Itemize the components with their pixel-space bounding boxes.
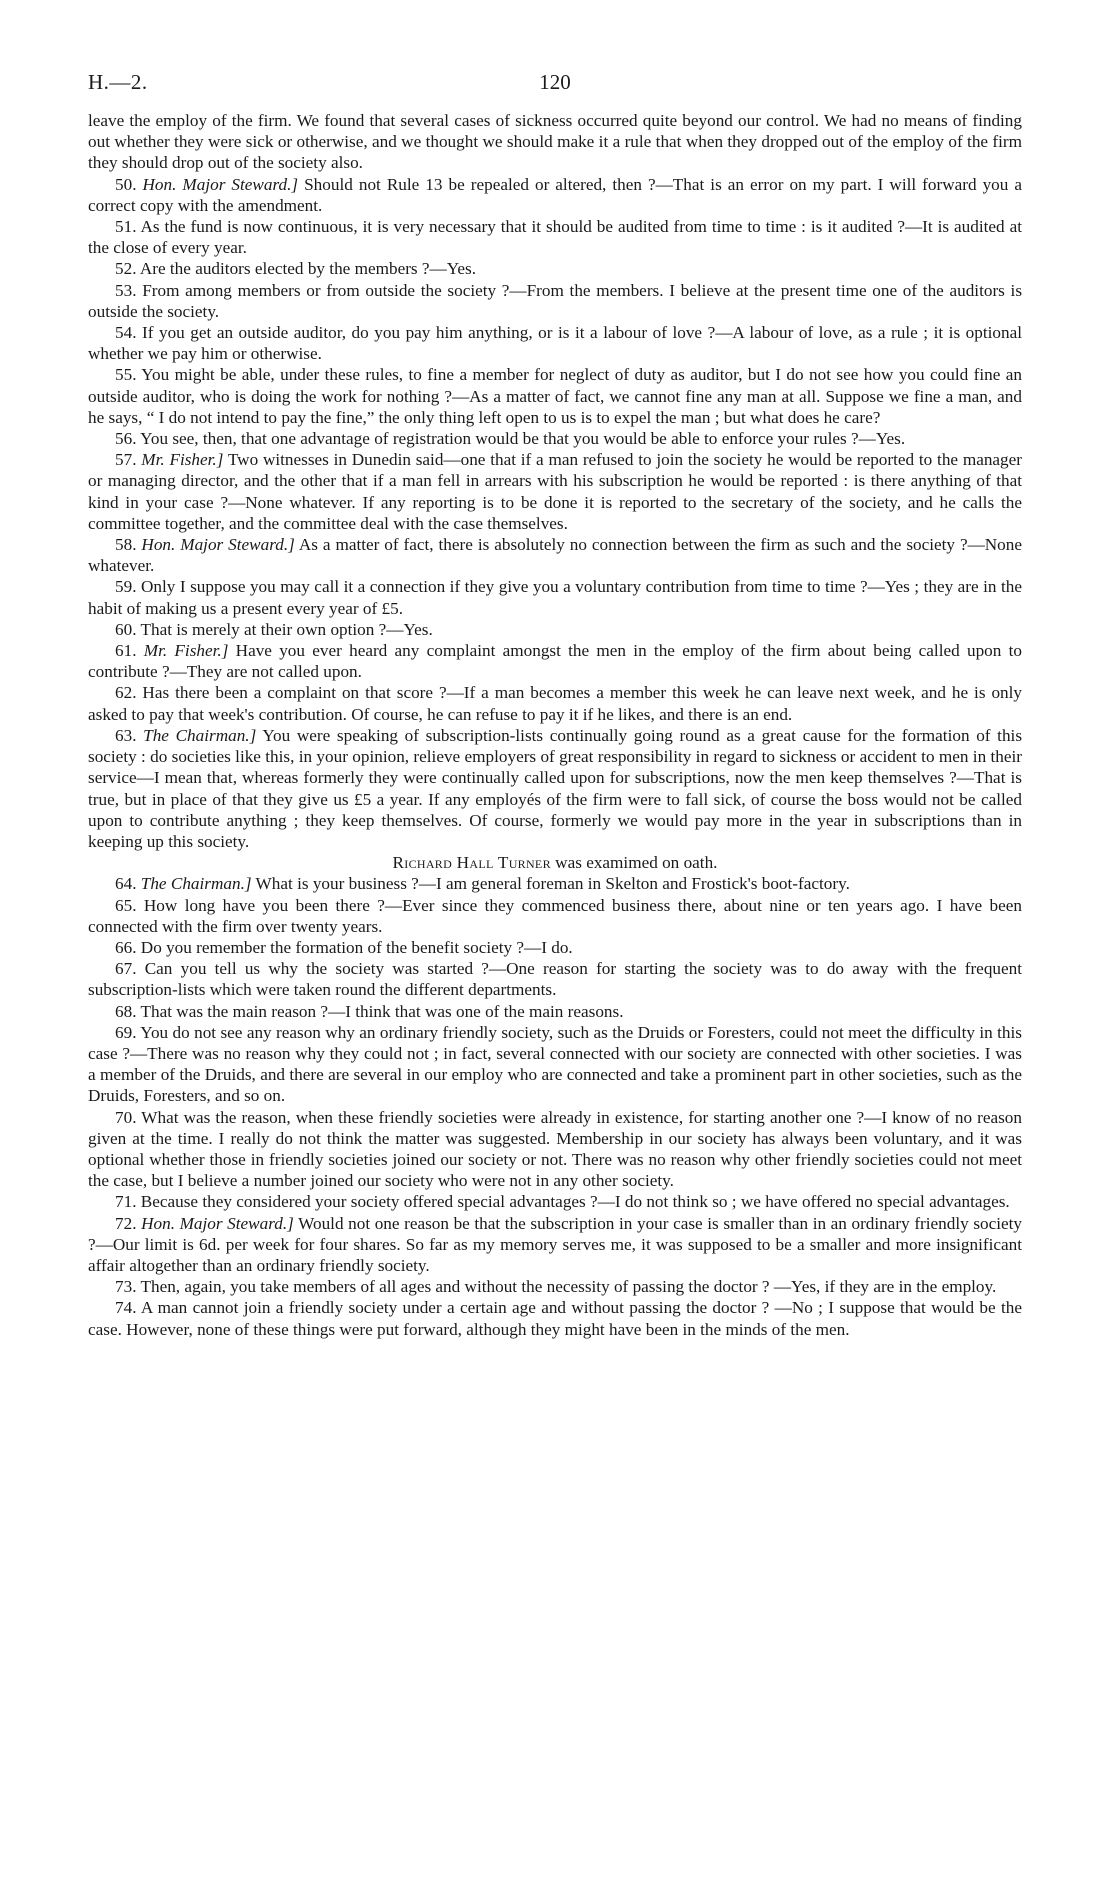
- question-text: As a matter of fact, there is absolutely no connection between the firm as such and the society ?—None whatever.: [88, 535, 1022, 576]
- question-paragraph: [88, 1191, 1022, 1212]
- testimony-section-1: [88, 174, 1022, 853]
- question-text: Only I suppose you may call it a connection if they give you a voluntary contribution from time to time ?—Yes ; they are in the habit of making us a present every year of £5.: [88, 577, 1022, 618]
- question-paragraph: [88, 1276, 1022, 1297]
- question-number: 55.: [115, 365, 137, 385]
- question-text: You do not see any reason why an ordinary friendly society, such as the Druids or Foresters, could not meet the difficulty in this case ?—There was no reason why they could not ; in fact, several connected with our society are connected with other societies. I was a member of the Druids, and there are several in our employ who are connected and take a prominent part in other societies, such as the Druids, Foresters, and so on.: [88, 1022, 1022, 1106]
- question-paragraph: [88, 576, 1022, 618]
- question-text: That is merely at their own option ?—Yes.: [140, 619, 433, 639]
- question-text: Two witnesses in Dunedin said—one that if a man refused to join the society he would be reported to the manager or managing director, and the other that if a man fell in arrears with his subscription he would be reported : is there anything of that kind in your case ?—None whatever. If any reporting is to be done it is reported to the secretary of the society, and he calls the committee together, and the committee deal with the case themselves.: [88, 450, 1022, 533]
- question-number: 71.: [115, 1192, 137, 1212]
- question-number: 65.: [115, 895, 137, 915]
- question-paragraph: [88, 1107, 1022, 1192]
- speaker-name: The Chairman.]: [143, 725, 257, 745]
- question-number: 57.: [115, 450, 137, 470]
- question-text: As the fund is now continuous, it is very necessary that it should be audited from time to time : is it audited ?—It is audited at the close of every year.: [88, 217, 1022, 258]
- question-text: What was the reason, when these friendly societies were already in existence, for starting another one ?—I know of no reason given at the time. I really do not think the matter was suggested. Membership in our society has always been voluntary, and it was optional whether those in friendly societies joined our society or not. There was no reason why other friendly societies could not meet the case, but I believe a number joined our society who were not in any other society.: [88, 1107, 1022, 1191]
- question-number: 73.: [115, 1277, 137, 1297]
- page-header: [88, 66, 1022, 100]
- question-text: You might be able, under these rules, to fine a member for neglect of duty as auditor, but I do not see how you could fine an outside auditor, who is doing the work for nothing ?—As a matter of fact, we cannot fine any man at all. Suppose we fine a man, and he says, “ I do not intend to pay the fine,” the only thing left open to us is to expel the man ; but what does he care?: [88, 365, 1022, 427]
- question-number: 66.: [115, 937, 137, 957]
- question-number: 52.: [115, 259, 137, 279]
- question-paragraph: [88, 258, 1022, 279]
- question-text: Have you ever heard any complaint amongst the men in the employ of the firm about being called upon to contribute ?—They are not called upon.: [88, 641, 1022, 682]
- question-text: What is your business ?—I am general foreman in Skelton and Frostick's boot-factory.: [251, 874, 850, 894]
- document-reference: H.—2.: [88, 70, 148, 94]
- speaker-name: Hon. Major Steward.]: [142, 174, 299, 194]
- question-number: 51.: [115, 217, 137, 237]
- witness-oath: was examimed on oath.: [550, 853, 718, 873]
- question-paragraph: [88, 1022, 1022, 1107]
- question-number: 59.: [115, 577, 137, 597]
- question-paragraph: [88, 619, 1022, 640]
- question-number: 50.: [115, 174, 137, 194]
- question-paragraph: [88, 174, 1022, 216]
- document-body: [88, 110, 1022, 1340]
- question-text: Are the auditors elected by the members ?—Yes.: [139, 259, 477, 279]
- question-number: 53.: [115, 280, 137, 300]
- question-number: 54.: [115, 323, 137, 343]
- witness-heading: [88, 852, 1022, 873]
- question-text: How long have you been there ?—Ever since they commenced business there, about nine or ten years ago. I have been connected with the firm over twenty years.: [88, 895, 1022, 936]
- opening-paragraph: leave the employ of the firm. We found that several cases of sickness occurred quite beyond our control. We had no means of finding out whether they were sick or otherwise, and we thought we should make it a rule that when they dropped out of the employ of the firm they should drop out of the society also.: [88, 111, 1022, 173]
- question-number: 58.: [115, 535, 137, 555]
- question-text: Because they considered your society offered special advantages ?—I do not think so ; we have offered no special advantages.: [140, 1192, 1010, 1212]
- question-text: Should not Rule 13 be repealed or altered, then ?—That is an error on my part. I will forward you a correct copy with the amendment.: [88, 174, 1022, 215]
- question-text: Has there been a complaint on that score ?—If a man becomes a member this week he can leave next week, and he is only asked to pay that week's contribution. Of course, he can refuse to pay it if he likes, and there is an end.: [88, 683, 1022, 724]
- question-paragraph: [88, 1001, 1022, 1022]
- speaker-name: Hon. Major Steward.]: [141, 1213, 294, 1233]
- testimony-section-2: [88, 873, 1022, 1339]
- question-paragraph: [88, 725, 1022, 852]
- question-paragraph: [88, 364, 1022, 428]
- question-number: 62.: [115, 683, 137, 703]
- question-number: 61.: [115, 641, 137, 661]
- question-number: 56.: [115, 429, 137, 449]
- question-paragraph: [88, 216, 1022, 258]
- question-number: 74.: [115, 1298, 137, 1318]
- speaker-name: Hon. Major Steward.]: [141, 535, 295, 555]
- question-paragraph: [88, 640, 1022, 682]
- question-paragraph: [88, 1213, 1022, 1277]
- question-paragraph: [88, 937, 1022, 958]
- speaker-name: Mr. Fisher.]: [143, 641, 229, 661]
- question-number: 60.: [115, 619, 137, 639]
- question-number: 64.: [115, 874, 137, 894]
- question-number: 67.: [115, 959, 137, 979]
- question-text: Then, again, you take members of all ages and without the necessity of passing the doctor ? —Yes, if they are in the employ.: [140, 1277, 997, 1297]
- question-text: That was the main reason ?—I think that was one of the main reasons.: [140, 1001, 624, 1021]
- question-number: 70.: [115, 1107, 137, 1127]
- question-text: From among members or from outside the society ?—From the members. I believe at the present time one of the auditors is outside the society.: [88, 280, 1023, 321]
- question-paragraph: [88, 280, 1022, 322]
- question-paragraph: [88, 534, 1022, 576]
- question-paragraph: [88, 449, 1022, 534]
- question-text: Do you remember the formation of the benefit society ?—I do.: [140, 937, 573, 957]
- page-number: 120: [539, 70, 571, 94]
- question-paragraph: [88, 873, 1022, 894]
- question-text: Can you tell us why the society was started ?—One reason for starting the society was to do away with the frequent subscription-lists which were taken round the different departments.: [88, 959, 1022, 1000]
- question-text: If you get an outside auditor, do you pay him anything, or is it a labour of love ?—A labour of love, as a rule ; it is optional whether we pay him or otherwise.: [88, 323, 1022, 364]
- question-number: 69.: [115, 1022, 137, 1042]
- question-number: 63.: [115, 725, 137, 745]
- question-text: You see, then, that one advantage of registration would be that you would be able to enforce your rules ?—Yes.: [140, 429, 906, 449]
- question-paragraph: [88, 1297, 1022, 1339]
- question-text: You were speaking of subscription-lists continually going round as a great cause for the formation of this society : do societies like this, in your opinion, relieve employers of great responsibility in regard to sickness or accident to men in their service—I mean that, whereas formerly they were continually called upon for subscriptions, now the men keep themselves ?—That is true, but in place of that they give us £5 a year. If any employés of the firm were to fall sick, of course the boss would not be called upon to contribute anything ; they keep themselves. Of course, formerly we would pay more in the year in subscriptions than in keeping up this society.: [88, 725, 1023, 851]
- question-paragraph: [88, 682, 1022, 724]
- question-text: Would not one reason be that the subscription in your case is smaller than in an ordinary friendly society ?—Our limit is 6d. per week for four shares. So far as my memory serves me, it was supposed to be a smaller and more insignificant affair altogether than an ordinary friendly society.: [88, 1213, 1023, 1275]
- question-number: 72.: [115, 1213, 137, 1233]
- speaker-name: Mr. Fisher.]: [141, 450, 224, 470]
- question-text: A man cannot join a friendly society under a certain age and without passing the doctor ? —No ; I suppose that would be the case. However, none of these things were put forward, although they might have been in the minds of the men.: [88, 1298, 1022, 1339]
- question-paragraph: [88, 428, 1022, 449]
- question-paragraph: [88, 958, 1022, 1000]
- speaker-name: The Chairman.]: [140, 874, 252, 894]
- question-paragraph: [88, 322, 1022, 364]
- witness-name: Richard Hall Turner: [392, 853, 551, 873]
- question-number: 68.: [115, 1001, 137, 1021]
- question-paragraph: [88, 895, 1022, 937]
